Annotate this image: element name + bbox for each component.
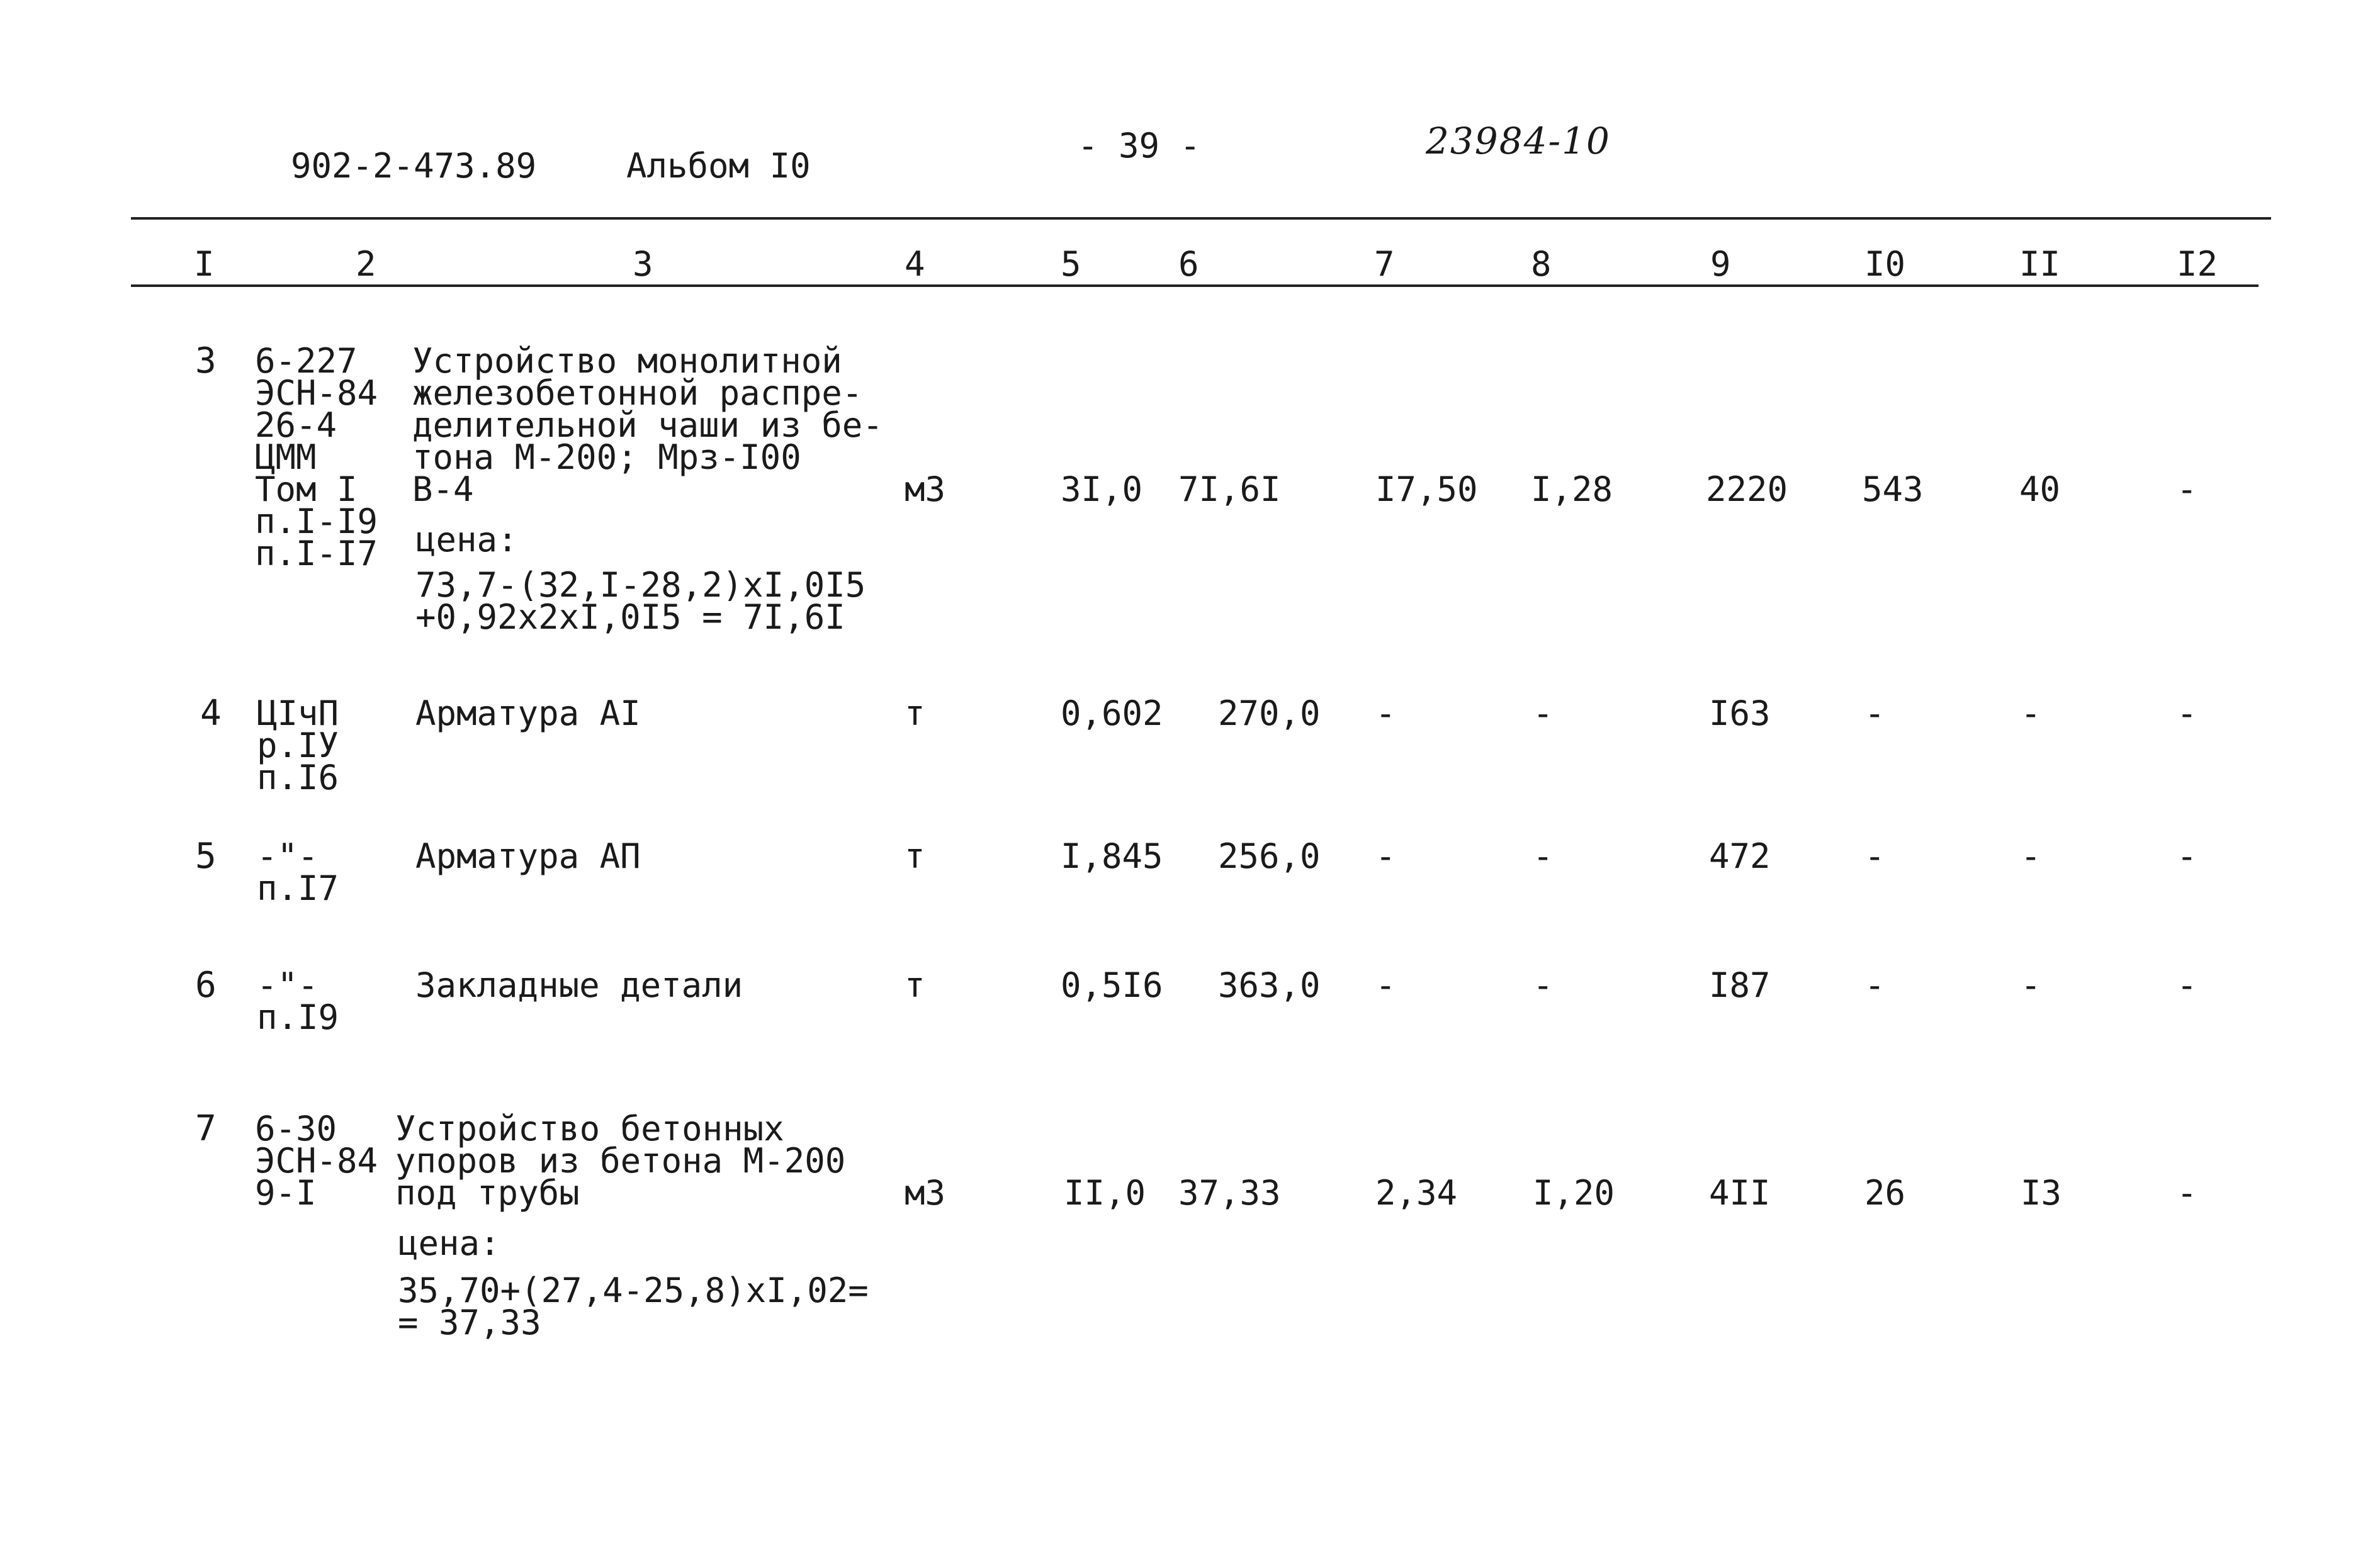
col9-cell: I63 (1709, 694, 1771, 733)
desc-line: под трубы (395, 1173, 580, 1213)
desc-line: В-4 (412, 469, 474, 509)
code-cell (255, 1109, 378, 1213)
col6-cell: 363,0 (1218, 965, 1321, 1005)
col7-cell: - (1375, 694, 1396, 733)
code-line: -"- (257, 965, 319, 1005)
col-header-6: 6 (1178, 244, 1199, 284)
col-header-4: 4 (905, 244, 925, 284)
col6-cell: 270,0 (1218, 694, 1321, 733)
description-cell (415, 965, 743, 1005)
header-rule (131, 284, 2259, 287)
col6-cell: 256,0 (1218, 836, 1321, 876)
col10-cell: - (1864, 836, 1885, 876)
code-cell (257, 836, 339, 908)
col12-cell: - (2177, 836, 2197, 876)
unit-cell: т (905, 836, 925, 876)
description-cell (415, 694, 641, 733)
col-header-1: I (194, 244, 215, 284)
col10-cell: - (1864, 965, 1885, 1005)
col5-cell: I,845 (1061, 836, 1163, 876)
col8-cell: - (1533, 965, 1554, 1005)
col5-cell: 0,5I6 (1061, 965, 1163, 1005)
col-header-5: 5 (1061, 244, 1081, 284)
col9-cell: I87 (1709, 965, 1771, 1005)
col11-cell: - (2021, 965, 2041, 1005)
desc-line: Закладные детали (415, 965, 743, 1005)
col-header-12: I2 (2177, 244, 2218, 284)
col9-cell: 4II (1709, 1173, 1771, 1213)
code-line: 26-4 (255, 405, 337, 445)
col10-cell: 26 (1864, 1173, 1906, 1213)
col11-cell: - (2021, 694, 2041, 733)
col-header-10: I0 (1864, 244, 1906, 284)
description-cell (395, 1109, 846, 1213)
col12-cell: - (2177, 1173, 2197, 1213)
unit-cell: м3 (905, 469, 946, 509)
code-line: р.IУ (257, 726, 339, 765)
col-header-3: 3 (633, 244, 653, 284)
col11-cell: - (2021, 836, 2041, 876)
code-line: п.I-I9 (255, 502, 378, 541)
formula-line: = 37,33 (398, 1303, 541, 1342)
col10-cell: - (1864, 694, 1885, 733)
code-line: -"- (257, 836, 319, 876)
row-number: 7 (195, 1108, 217, 1149)
desc-line: Устройство бетонных (395, 1109, 784, 1149)
formula-line: 73,7-(32,I-28,2)хI,0I5 (415, 565, 866, 605)
desc-line: Арматура АП (415, 836, 641, 876)
code-line: 6-30 (255, 1109, 337, 1149)
row-number: 3 (195, 340, 217, 381)
price-label: цена: (398, 1223, 500, 1263)
code-line: ЭСН-84 (255, 373, 378, 413)
doc-code: 902-2-473.89 (291, 146, 537, 186)
unit-cell: м3 (905, 1173, 946, 1213)
unit-cell: т (905, 694, 925, 733)
col-header-11: II (2019, 244, 2061, 284)
col11-cell: I3 (2021, 1173, 2062, 1213)
description-cell (415, 836, 641, 876)
price-formula (415, 565, 866, 637)
description-cell (412, 341, 883, 509)
price-label: цена: (415, 520, 518, 559)
unit-cell: т (905, 965, 925, 1005)
col8-cell: I,20 (1533, 1173, 1615, 1213)
col7-cell: - (1375, 836, 1396, 876)
album-label: Альбом I0 (626, 146, 811, 186)
col9-cell: 472 (1709, 836, 1771, 876)
code-line: п.I7 (257, 868, 339, 908)
desc-line: тона М-200; Мрз-I00 (412, 437, 801, 477)
col-header-9: 9 (1710, 244, 1731, 284)
col12-cell: - (2177, 469, 2197, 509)
code-line: ЦММ (255, 437, 317, 477)
price-formula (398, 1271, 869, 1342)
code-line: п.I-I7 (255, 534, 378, 573)
col7-cell: - (1375, 965, 1396, 1005)
code-line: п.I6 (257, 758, 339, 797)
page-number: - 39 - (1078, 126, 1201, 166)
code-cell (257, 694, 339, 797)
col-header-8: 8 (1531, 244, 1552, 284)
col9-cell: 2220 (1706, 469, 1788, 509)
col6-cell: 7I,6I (1178, 469, 1281, 509)
desc-line: делительной чаши из бе- (412, 405, 883, 445)
row-number: 4 (200, 693, 222, 734)
desc-line: железобетонной распре- (412, 373, 863, 413)
row-number: 5 (195, 836, 217, 877)
col8-cell: - (1533, 836, 1554, 876)
code-cell (257, 965, 339, 1037)
col12-cell: - (2177, 965, 2197, 1005)
col5-cell: II,0 (1064, 1173, 1146, 1213)
col6-cell: 37,33 (1178, 1173, 1281, 1213)
col11-cell: 40 (2019, 469, 2061, 509)
code-line: ЦIчП (257, 694, 339, 733)
col10-cell: 543 (1862, 469, 1924, 509)
desc-line: Устройство монолитной (412, 341, 842, 381)
desc-line: Арматура АI (415, 694, 641, 733)
formula-line: +0,92х2хI,0I5 = 7I,6I (415, 597, 845, 637)
code-line: 9-I (255, 1173, 317, 1213)
code-line: 6-227 (255, 341, 358, 381)
col-header-7: 7 (1374, 244, 1395, 284)
code-line: п.I9 (257, 997, 339, 1037)
col8-cell: - (1533, 694, 1554, 733)
code-line: Том I (255, 469, 358, 509)
col5-cell: 0,602 (1061, 694, 1163, 733)
col7-cell: I7,50 (1375, 469, 1478, 509)
code-cell (255, 341, 378, 573)
handwritten-number: 23984-10 (1426, 120, 1611, 162)
formula-line: 35,70+(27,4-25,8)хI,02= (398, 1271, 869, 1310)
top-rule (131, 217, 2271, 220)
col-header-2: 2 (356, 244, 376, 284)
code-line: ЭСН-84 (255, 1141, 378, 1181)
col7-cell: 2,34 (1375, 1173, 1458, 1213)
col8-cell: I,28 (1531, 469, 1613, 509)
desc-line: упоров из бетона М-200 (395, 1141, 846, 1181)
col12-cell: - (2177, 694, 2197, 733)
row-number: 6 (195, 965, 217, 1006)
col5-cell: 3I,0 (1061, 469, 1143, 509)
